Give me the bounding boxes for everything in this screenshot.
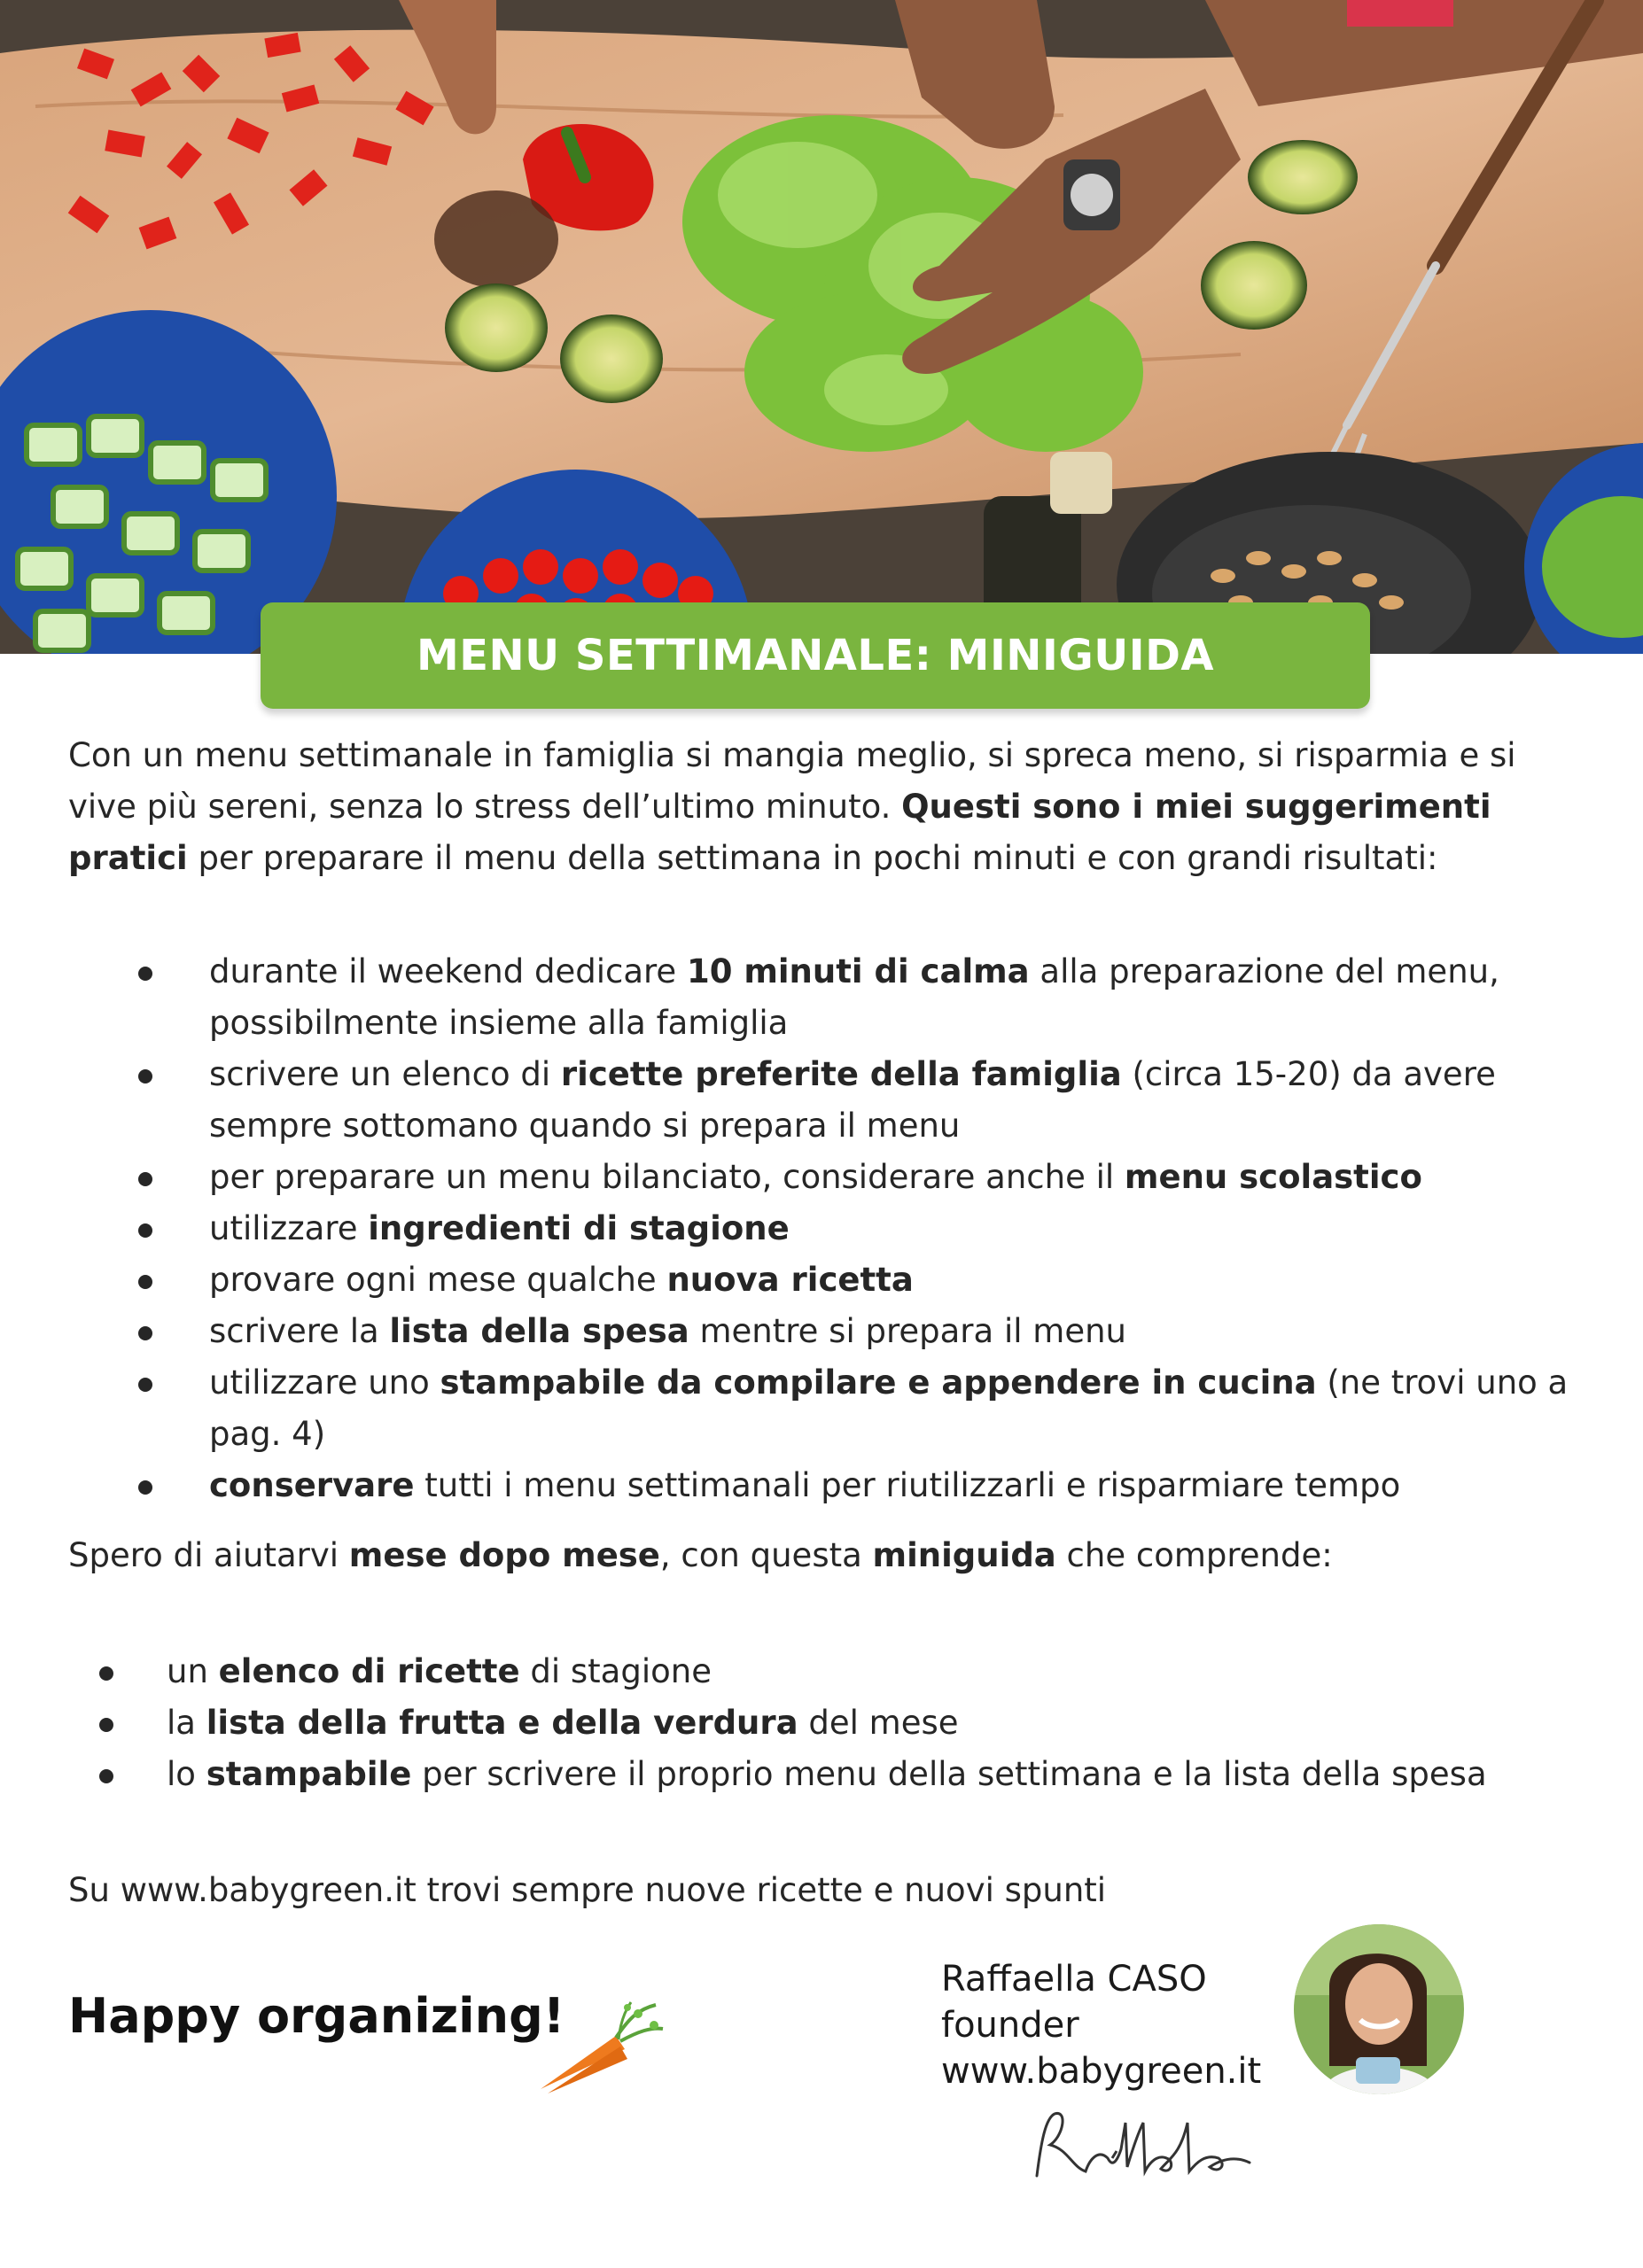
author-block xyxy=(941,1956,1261,2094)
list-item xyxy=(89,1749,1577,1800)
guide-text: di stagione xyxy=(519,1652,712,1690)
title-banner xyxy=(261,602,1370,709)
guide-text: del mese xyxy=(798,1704,959,1742)
tip-bold: lista della spesa xyxy=(389,1312,689,1350)
tip-text: (circa 15-20) da avere sempre sottomano quando si prepara il menu xyxy=(209,1055,1496,1145)
list-item xyxy=(131,1152,1620,1203)
list-item xyxy=(131,1357,1620,1460)
tip-text: tutti i menu settimanali per riutilizzarli e risparmiare tempo xyxy=(414,1466,1401,1504)
tip-bold: ingredienti di stagione xyxy=(368,1209,790,1247)
tip-bold: 10 minuti di calma xyxy=(686,952,1030,990)
tip-bold: stampabile da compilare e appendere in cucina xyxy=(440,1363,1317,1402)
spero-text: Spero di aiutarvi xyxy=(68,1536,349,1574)
spero-bold: mese dopo mese xyxy=(348,1536,660,1574)
page-title: MENU SETTIMANALE: MINIGUIDA xyxy=(416,631,1215,680)
guide-text: un xyxy=(167,1652,219,1690)
intro-bold-1: Questi sono i miei suggerimenti pratici xyxy=(68,788,1491,877)
list-item xyxy=(89,1646,1577,1697)
carrot-icon xyxy=(532,2000,665,2101)
hero-photo xyxy=(0,0,1643,654)
tip-text: scrivere la xyxy=(209,1312,390,1350)
list-item xyxy=(89,1697,1577,1749)
tip-bold: conservare xyxy=(209,1466,415,1504)
handwritten-signature xyxy=(1028,2096,1258,2197)
list-item xyxy=(131,1254,1620,1306)
tip-text: (ne trovi uno a pag. 4) xyxy=(209,1363,1569,1453)
happy-organizing-heading: Happy organizing! xyxy=(68,1988,565,2044)
tip-text: durante il weekend dedicare xyxy=(209,952,687,990)
author-role: founder xyxy=(941,2005,1079,2046)
tip-text: provare ogni mese qualche xyxy=(209,1261,667,1299)
tip-text: alla preparazione del menu, possibilmente insieme alla famiglia xyxy=(209,952,1499,1042)
intro-text-2: per preparare il menu della settimana in pochi minuti e con grandi risultati: xyxy=(187,839,1438,877)
avatar xyxy=(1294,1924,1464,2094)
intro-paragraph xyxy=(68,730,1592,884)
list-item xyxy=(131,1306,1620,1357)
guide-bold: stampabile xyxy=(206,1755,412,1793)
website-note: Su www.babygreen.it trovi sempre nuove ricette e nuovi spunti xyxy=(68,1871,1107,1909)
tip-text: per preparare un menu bilanciato, considerare anche il xyxy=(209,1158,1125,1196)
intro-text-1: Con un menu settimanale in famiglia si mangia meglio, si spreca meno, si risparmia e si vive più sereni, senza lo stress dell’ultimo minuto. xyxy=(68,736,1516,826)
tip-text: utilizzare xyxy=(209,1209,369,1247)
guide-contents-list xyxy=(89,1646,1577,1800)
closing-intro-paragraph xyxy=(68,1530,1575,1581)
list-item xyxy=(131,1203,1620,1254)
guide-text: la xyxy=(167,1704,206,1742)
tip-text: utilizzare uno xyxy=(209,1363,440,1402)
guide-bold: lista della frutta e della verdura xyxy=(206,1704,798,1742)
guide-text: lo xyxy=(167,1755,206,1793)
tip-text: mentre si prepara il menu xyxy=(689,1312,1126,1350)
list-item xyxy=(131,946,1620,1049)
spero-text: che comprende: xyxy=(1055,1536,1333,1574)
tips-list xyxy=(131,946,1620,1511)
spero-text: , con questa xyxy=(659,1536,873,1574)
tip-text: scrivere un elenco di xyxy=(209,1055,561,1093)
tip-bold: nuova ricetta xyxy=(666,1261,914,1299)
author-website: www.babygreen.it xyxy=(941,2051,1262,2092)
guide-bold: elenco di ricette xyxy=(218,1652,520,1690)
tip-bold: menu scolastico xyxy=(1124,1158,1422,1196)
list-item xyxy=(131,1460,1620,1511)
list-item xyxy=(131,1049,1620,1152)
tip-bold: ricette preferite della famiglia xyxy=(560,1055,1122,1093)
guide-text: per scrivere il proprio menu della settimana e la lista della spesa xyxy=(411,1755,1487,1793)
author-name: Raffaella CASO xyxy=(941,1959,1207,2000)
spero-bold: miniguida xyxy=(872,1536,1056,1574)
